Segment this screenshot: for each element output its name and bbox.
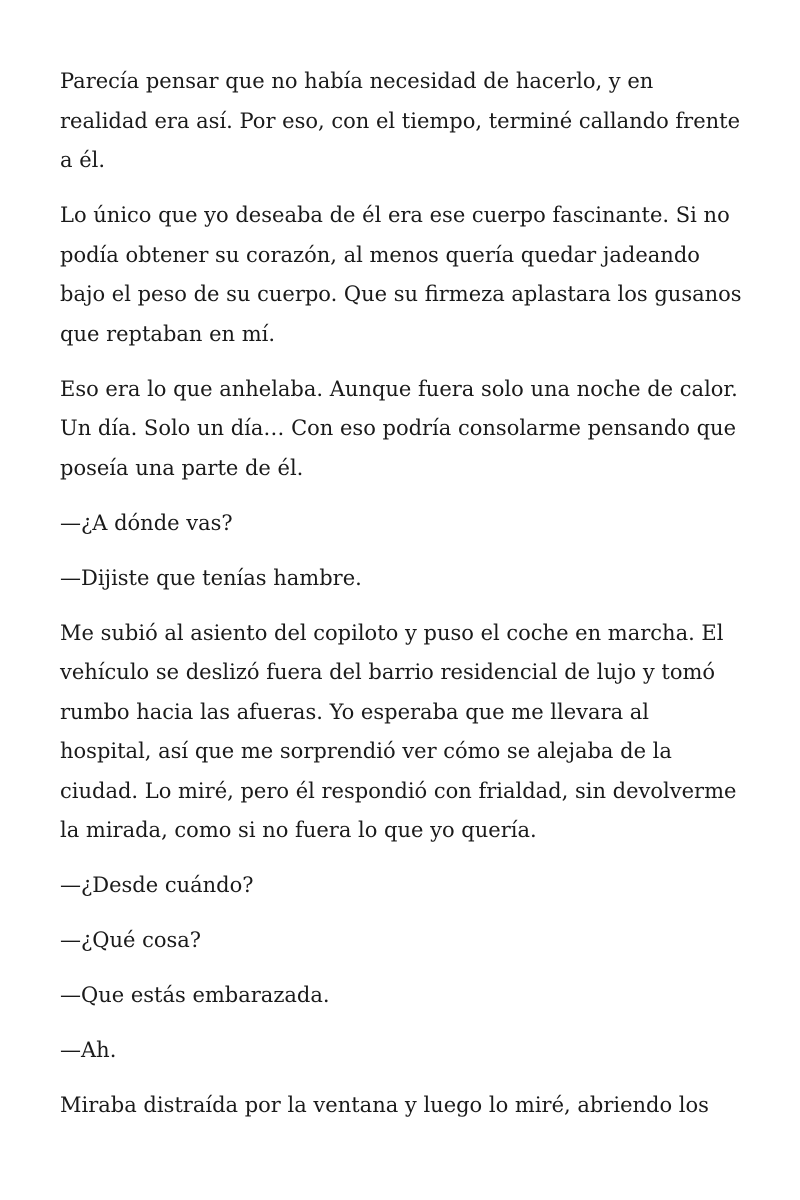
dialogue-line: —¿A dónde vas? (60, 510, 233, 535)
paragraph: Miraba distraída por la ventana y luego lo miré, abriendo los (60, 1093, 709, 1117)
dialogue-line: —Ah. (60, 1038, 117, 1062)
paragraph: Parecía pensar que no había necesidad de hacerlo, y en realidad era así. Por eso, con el tiempo, terminé callando frente a él. (60, 69, 741, 172)
dialogue-line: —¿Desde cuándo? (60, 873, 254, 897)
paragraph: Me subió al asiento del copiloto y puso el coche en marcha. El vehículo se deslizó fuera del barrio residencial de lujo y tomó rumbo hacia las afueras. Yo esperaba que me llevara al hospital, así que me sorprendió ver cómo se alejaba de la ciudad. Lo miré, pero él respondió con frialdad, sin devolverme la mirada, como si no fuera lo que yo quería. (60, 620, 737, 842)
dialogue-line: —Dijiste que tenías hambre. (60, 565, 362, 590)
paragraph: Lo único que yo deseaba de él era ese cuerpo fascinante. Si no podía obtener su corazón, al menos quería quedar jadeando bajo el peso de su cuerpo. Que su firmeza aplastara los gusanos que reptaban en mí. (60, 203, 742, 346)
dialogue-line: —¿Qué cosa? (60, 928, 202, 952)
paragraph: Eso era lo que anhelaba. Aunque fuera solo una noche de calor. Un día. Solo un día… Con eso podría consolarme pensando que poseía una parte de él. (60, 376, 738, 480)
dialogue-line: —Que estás embarazada. (60, 983, 330, 1007)
reader-text (60, 62, 744, 1126)
